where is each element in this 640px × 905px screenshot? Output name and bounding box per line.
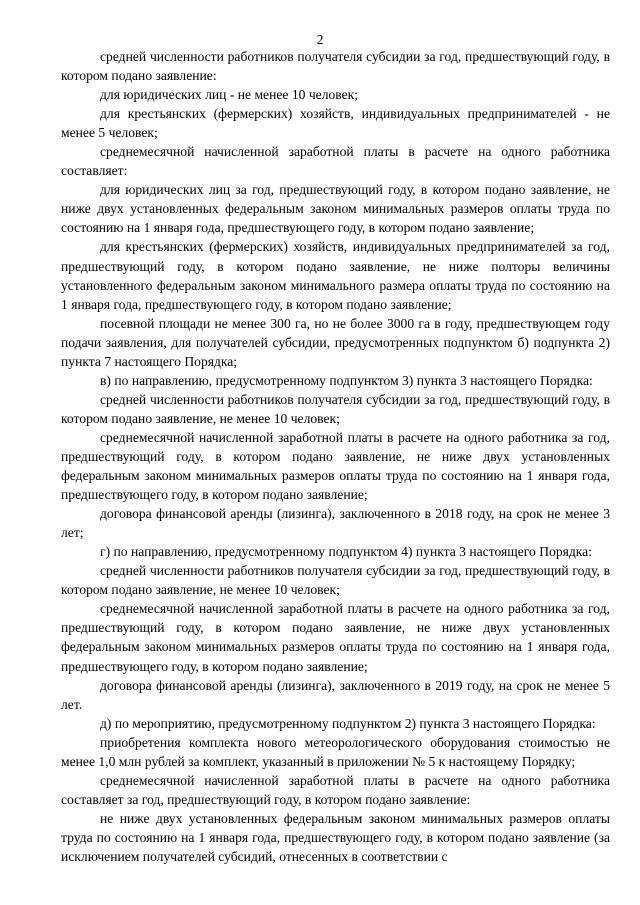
paragraph: не ниже двух установленных федеральным законом минимальных размеров оплаты труда по состоянию на 1 января года, предшествующего году, в котором подано заявление (за исключением получателей субсидий, отнесенных в соответствии с [61,810,610,864]
page-number: 2 [316,32,324,47]
paragraph: посевной площади не менее 300 га, но не более 3000 га в году, предшествующем году подачи заявления, для получателей субсидии, предусмотренных подпунктом б) подпункта 2) пункта 7 настоящего Порядка; [61,315,610,369]
paragraph: г) по направлению, предусмотренному подпунктом 4) пункта 3 настоящего Порядка: [100,544,592,560]
paragraph: в) по направлению, предусмотренному подпунктом 3) пункта 3 настоящего Порядка: [100,372,593,388]
paragraph: приобретения комплекта нового метеорологического оборудования стоимостью не менее 1,0 млн рублей за комплект, указанный в приложении № 5 к настоящему Порядку; [61,734,610,769]
paragraph: для юридических лиц за год, предшествующий году, в котором подано заявление, не ниже двух установленных федеральным законом минимальных размеров оплаты труда по состоянию на 1 января года, предшествующего году, в котором подано заявление; [61,182,610,236]
paragraph: договора финансовой аренды (лизинга), заключенного в 2019 году, на срок не менее 5 лет. [61,677,610,712]
paragraph: средней численности работников получателя субсидии за год, предшествующий году, в котором подано заявление, не менее 10 человек; [61,563,610,598]
paragraph: для крестьянских (фермерских) хозяйств, индивидуальных предпринимателей - не менее 5 человек; [61,106,610,141]
paragraph: договора финансовой аренды (лизинга), заключенного в 2018 году, на срок не менее 3 лет; [61,506,610,541]
paragraph: средней численности работников получателя субсидии за год, предшествующий году, в котором подано заявление, не менее 10 человек; [61,391,610,426]
paragraph: для крестьянских (фермерских) хозяйств, индивидуальных предпринимателей за год, предшествующий году, в котором подано заявление, не ниже полторы величины установленного федеральным законом минимального размера оплаты труда по состоянию на 1 января года, предшествующего году, в котором подано заявление; [61,239,610,312]
paragraph: среднемесячной начисленной заработной платы в расчете на одного работника за год, предшествующий году, в котором подано заявление, не ниже двух установленных федеральным законом минимальных размеров оплаты труда по состоянию на 1 января года, предшествующего году, в котором подано заявление; [61,601,610,674]
document-body [61,47,610,866]
paragraph: средней численности работников получателя субсидии за год, предшествующий году, в котором подано заявление: [61,49,610,84]
paragraph: д) по мероприятию, предусмотренному подпунктом 2) пункта 3 настоящего Порядка: [100,715,596,731]
paragraph: среднемесячной начисленной заработной платы в расчете на одного работника за год, предшествующий году, в котором подано заявление, не ниже двух установленных федеральным законом минимальных размеров оплаты труда по состоянию на 1 января года, предшествующего году, в котором подано заявление; [61,429,610,503]
paragraph: для юридических лиц - не менее 10 человек; [100,87,359,103]
paragraph: среднемесячной начисленной заработной платы в расчете на одного работника составляет: [61,144,610,179]
paragraph: среднемесячной начисленной заработной платы в расчете на одного работника составляет за год, предшествующий году, в котором подано заявление: [61,772,610,807]
